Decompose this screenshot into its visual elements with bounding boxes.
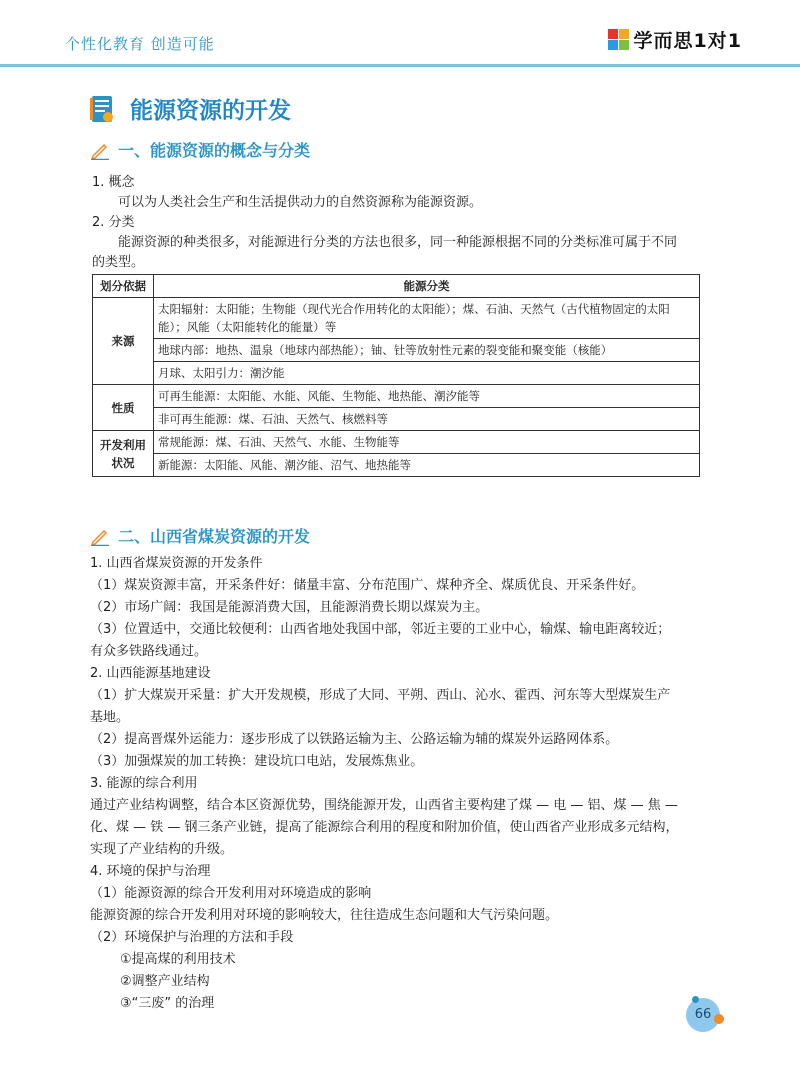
header-types: 能源分类 <box>154 275 700 298</box>
body-line: （2）市场广阔：我国是能源消费大国，且能源消费长期以煤炭为主。 <box>90 600 489 615</box>
table-row <box>93 408 700 431</box>
body-line: （2）提高晋煤外运能力：逐步形成了以铁路运输为主、公路运输为辅的煤炭外运路网体系。 <box>90 732 619 747</box>
page-title-block <box>90 92 291 125</box>
decor-dot <box>714 1014 724 1024</box>
table-row <box>93 339 700 362</box>
body-line: 4. 环境的保护与治理 <box>90 864 211 879</box>
body-line: （2）环境保护与治理的方法和手段 <box>90 930 294 945</box>
basis-status: 开发利用状况 <box>93 431 154 477</box>
table-row <box>93 298 700 339</box>
classify-heading: 2. 分类 <box>92 215 135 230</box>
section-2-title: 二、山西省煤炭资源的开发 <box>118 527 311 546</box>
pencil-icon <box>90 140 110 160</box>
table-cell: 新能源：太阳能、风能、潮汐能、沼气、地热能等 <box>154 454 700 477</box>
body-line: 2. 山西能源基地建设 <box>90 666 211 681</box>
logo-text: 学而思1对1 <box>633 30 742 52</box>
table-header-row <box>93 275 700 298</box>
measure-item: ①提高煤的利用技术 <box>120 952 236 967</box>
table-cell: 非可再生能源：煤、石油、天然气、核燃料等 <box>154 408 700 431</box>
table-cell: 月球、太阳引力：潮汐能 <box>154 362 700 385</box>
section-1-heading <box>90 138 310 161</box>
body-line: （3）加强煤炭的加工转换：建设坑口电站，发展炼焦业。 <box>90 754 424 769</box>
body-line: 1. 山西省煤炭资源的开发条件 <box>90 556 263 571</box>
logo-icon <box>608 29 630 51</box>
page-header <box>0 0 800 70</box>
body-line: 能源资源的综合开发利用对环境的影响较大，往往造成生态问题和大气污染问题。 <box>90 908 559 923</box>
header-basis: 划分依据 <box>93 275 154 298</box>
page-number: 66 <box>686 998 720 1032</box>
table-row <box>93 362 700 385</box>
brand-logo <box>608 26 742 53</box>
section-2-body <box>90 553 720 1015</box>
basis-source: 来源 <box>93 298 154 385</box>
basis-nature: 性质 <box>93 385 154 431</box>
measure-item: ③“三废” 的治理 <box>120 996 215 1011</box>
body-line: （3）位置适中，交通比较便利：山西省地处我国中部，邻近主要的工业中心，输煤、输电距离较近； <box>90 622 671 637</box>
section-1-title: 一、能源资源的概念与分类 <box>118 141 311 160</box>
body-line: 通过产业结构调整，结合本区资源优势，围绕能源开发，山西省主要构建了煤 — 电 — 铝、煤 — 焦 — <box>90 798 678 813</box>
concept-text: 可以为人类社会生产和生活提供动力的自然资源称为能源资源。 <box>118 195 483 210</box>
table-cell: 常规能源：煤、石油、天然气、水能、生物能等 <box>154 431 700 454</box>
body-line: 有众多铁路线通过。 <box>90 644 208 659</box>
classify-text-line-2: 的类型。 <box>92 255 145 270</box>
classify-text-line-1: 能源资源的种类很多，对能源进行分类的方法也很多，同一种能源根据不同的分类标准可属于不同 <box>118 235 678 250</box>
pencil-icon <box>90 526 110 546</box>
header-slogan: 个性化教育 创造可能 <box>65 35 215 53</box>
body-line: 化、煤 — 铁 — 钢三条产业链，提高了能源综合利用的程度和附加价值，使山西省产业形成多元结构， <box>90 820 679 835</box>
body-line: 基地。 <box>90 710 130 725</box>
table-cell: 地球内部：地热、温泉（地球内部热能）；铀、钍等放射性元素的裂变能和聚变能（核能） <box>154 339 700 362</box>
body-line: （1）扩大煤炭开采量：扩大开发规模，形成了大同、平朔、西山、沁水、霍西、河东等大型煤炭生产 <box>90 688 671 703</box>
body-line: 实现了产业结构的升级。 <box>90 842 234 857</box>
section-2-heading <box>90 524 310 547</box>
header-divider <box>0 64 800 67</box>
table-row <box>93 431 700 454</box>
table-cell: 可再生能源：太阳能、水能、风能、生物能、地热能、潮汐能等 <box>154 385 700 408</box>
page-title: 能源资源的开发 <box>130 98 291 124</box>
table-row <box>93 385 700 408</box>
energy-classification-table <box>92 274 700 477</box>
body-line: （1）能源资源的综合开发利用对环境造成的影响 <box>90 886 372 901</box>
body-line: （1）煤炭资源丰富，开采条件好：储量丰富、分布范围广、煤种齐全、煤质优良、开采条件好。 <box>90 578 645 593</box>
concept-heading: 1. 概念 <box>92 175 135 190</box>
measure-item: ②调整产业结构 <box>120 974 210 989</box>
table-cell: 太阳辐射：太阳能；生物能（现代光合作用转化的太阳能）；煤、石油、天然气（古代植物固定的太阳能）；风能（太阳能转化的能量）等 <box>154 298 700 339</box>
book-icon <box>90 94 116 124</box>
body-line: 3. 能源的综合利用 <box>90 776 198 791</box>
decor-dot <box>692 996 699 1003</box>
table-row <box>93 454 700 477</box>
